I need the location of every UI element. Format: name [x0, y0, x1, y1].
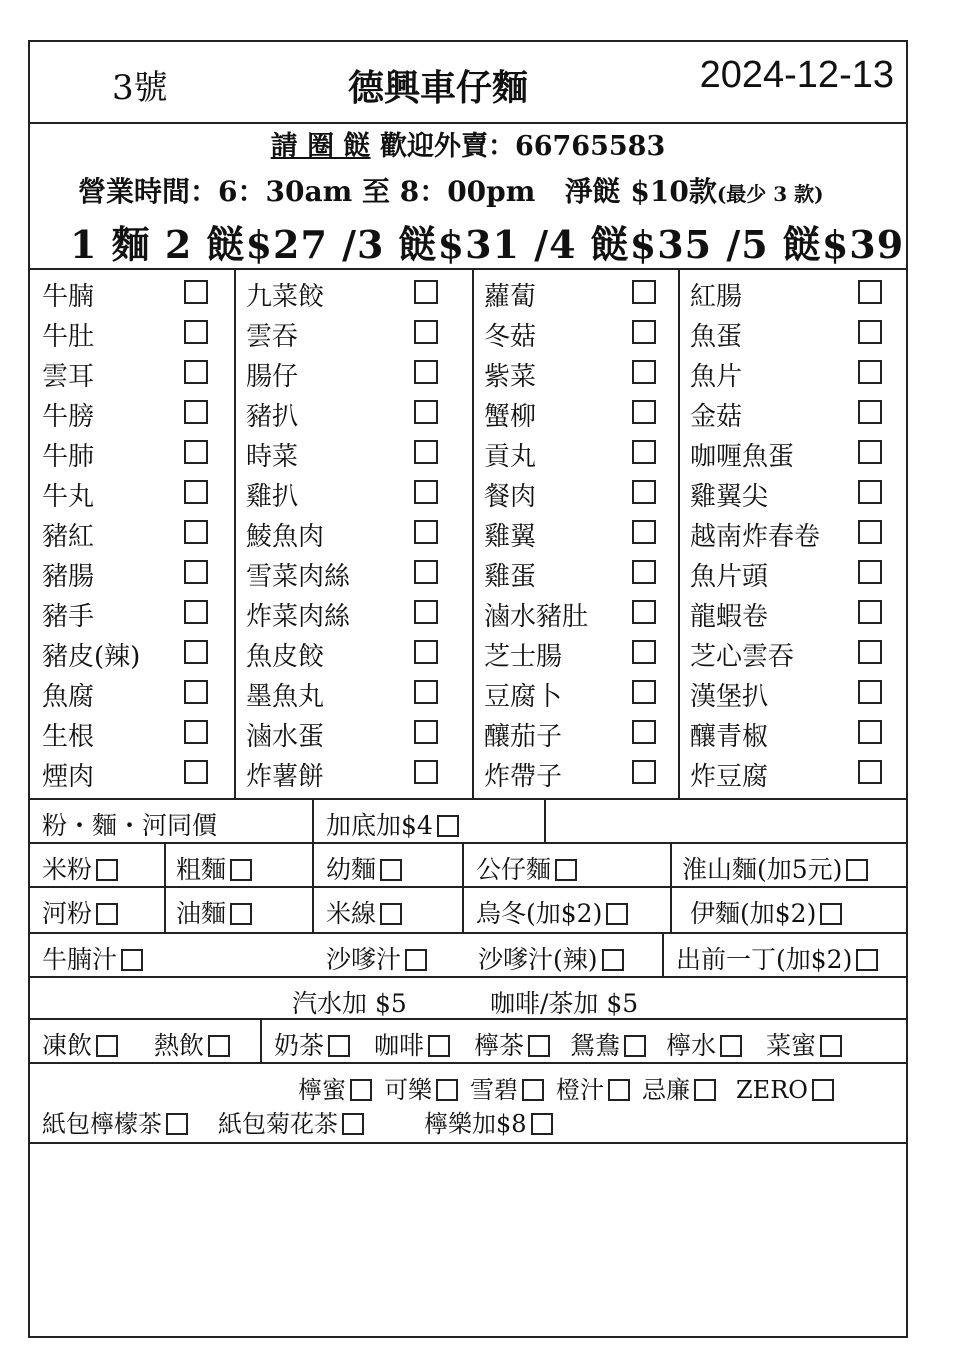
checkbox[interactable] [858, 360, 882, 384]
topping-item[interactable] [234, 676, 472, 716]
topping-item[interactable] [472, 716, 678, 756]
drinks2-option[interactable] [556, 1076, 630, 1104]
checkbox[interactable] [184, 600, 208, 624]
topping-item[interactable] [472, 636, 678, 676]
checkbox[interactable] [858, 720, 882, 744]
topping-label: 炸菜肉絲 [246, 602, 351, 632]
checkbox[interactable] [414, 760, 438, 784]
noodles_row1-option[interactable] [42, 850, 118, 886]
checkbox[interactable] [230, 903, 252, 925]
checkbox[interactable] [96, 1035, 118, 1057]
topping-item[interactable] [234, 556, 472, 596]
noodles_row1-label: 米粉 [42, 855, 93, 884]
topping-label: 豬腸 [42, 562, 95, 592]
noodles_row2-label: 油麵 [176, 899, 227, 928]
topping-item[interactable] [30, 596, 234, 636]
checkbox[interactable] [632, 280, 656, 304]
topping-label: 牛肚 [42, 322, 95, 352]
sauces-label: 沙嗲汁(辣) [478, 945, 598, 974]
checkbox[interactable] [608, 1079, 630, 1101]
checkbox[interactable] [522, 1079, 544, 1101]
topping-item[interactable] [30, 556, 234, 596]
drinks3-label: 紙包檸檬茶 [42, 1110, 162, 1138]
checkbox[interactable] [414, 320, 438, 344]
checkbox[interactable] [436, 1079, 458, 1101]
checkbox[interactable] [184, 400, 208, 424]
checkbox[interactable] [342, 1113, 364, 1135]
topping-label: 滷水豬肚 [484, 602, 589, 632]
checkbox[interactable] [624, 1035, 646, 1057]
topping-label: 蟹柳 [484, 402, 537, 432]
topping-label: 豬紅 [42, 522, 95, 552]
topping-label: 魚皮餃 [246, 642, 325, 672]
drinks1x-label: 奶茶 [274, 1031, 325, 1060]
topping-label: 豬手 [42, 602, 95, 632]
plain-price: 淨餸 $10款 [564, 175, 717, 208]
checkbox[interactable] [820, 1035, 842, 1057]
topping-item[interactable] [678, 676, 906, 716]
checkbox[interactable] [720, 1035, 742, 1057]
topping-label: 牛肺 [42, 442, 95, 472]
topping-item[interactable] [234, 476, 472, 516]
topping-label: 紅腸 [690, 282, 743, 312]
checkbox[interactable] [414, 600, 438, 624]
topping-label: 墨魚丸 [246, 682, 325, 712]
topping-item[interactable] [678, 276, 906, 316]
topping-item[interactable] [30, 636, 234, 676]
drinks2-label: 可樂 [384, 1076, 432, 1104]
topping-label: 牛腩 [42, 282, 95, 312]
drinks-row-1 [30, 1018, 906, 1064]
noodles_row1-option[interactable] [476, 850, 577, 886]
drinks2-option[interactable] [470, 1076, 544, 1104]
topping-item[interactable] [678, 596, 906, 636]
checkbox[interactable] [632, 320, 656, 344]
divider [670, 888, 672, 934]
divider [462, 888, 464, 934]
checkbox[interactable] [846, 859, 868, 881]
checkbox[interactable] [414, 720, 438, 744]
topping-item[interactable] [472, 516, 678, 556]
noodles_row2-label: 米線 [326, 899, 377, 928]
checkbox[interactable] [858, 560, 882, 584]
checkbox[interactable] [812, 1079, 834, 1101]
topping-item[interactable] [30, 436, 234, 476]
table-number: 3號 [112, 68, 168, 108]
sauces-option[interactable] [478, 940, 624, 976]
checkbox[interactable] [858, 400, 882, 424]
drinks1x-option[interactable] [766, 1026, 842, 1062]
sauces-option[interactable] [326, 940, 427, 976]
extra-noodle-label: 加底加$4 [326, 811, 433, 840]
topping-label: 生根 [42, 722, 95, 752]
topping-item[interactable] [234, 596, 472, 636]
topping-label: 炸帶子 [484, 762, 563, 792]
checkbox[interactable] [184, 480, 208, 504]
topping-label: 雲吞 [246, 322, 299, 352]
drinks3-label: 檸樂加$8 [424, 1110, 527, 1138]
topping-item[interactable] [30, 276, 234, 316]
noodles_row1-option[interactable] [326, 850, 402, 886]
topping-label: 牛丸 [42, 482, 95, 512]
topping-item[interactable] [678, 436, 906, 476]
coffee-surcharge: 咖啡/茶加 $5 [490, 989, 639, 1018]
noodles_row2-option[interactable] [42, 894, 118, 930]
topping-item[interactable] [472, 316, 678, 356]
checkbox[interactable] [350, 1079, 372, 1101]
topping-label: 蘿蔔 [484, 282, 537, 312]
divider [312, 844, 314, 888]
topping-label: 雞翼 [484, 522, 537, 552]
checkbox[interactable] [184, 560, 208, 584]
hours-line [78, 170, 824, 210]
checkbox[interactable] [414, 640, 438, 664]
drinks2-label: ZERO [736, 1076, 808, 1104]
topping-label: 龍蝦卷 [690, 602, 769, 632]
drinks3-option[interactable] [42, 1110, 188, 1138]
sauces-option[interactable] [676, 940, 878, 976]
topping-label: 腸仔 [246, 362, 299, 392]
toppings-grid [30, 268, 906, 800]
sauces-label: 牛腩汁 [42, 945, 118, 974]
noodles_row1-label: 粗麵 [176, 855, 227, 884]
takeaway-phone: 歡迎外賣：66765583 [370, 131, 666, 162]
drinks3-label: 紙包菊花茶 [218, 1110, 338, 1138]
checkbox[interactable] [208, 1035, 230, 1057]
topping-label: 魚片 [690, 362, 743, 392]
checkbox[interactable] [428, 1035, 450, 1057]
topping-item[interactable] [472, 756, 678, 796]
noodle-row-2 [30, 886, 906, 934]
drinks2-label: 橙汁 [556, 1076, 604, 1104]
topping-column [234, 270, 474, 800]
noodle-row-1 [30, 842, 906, 888]
drinks2-label: 雪碧 [470, 1076, 518, 1104]
drink-price-row [30, 976, 906, 1020]
divider [260, 1020, 262, 1064]
topping-label: 雲耳 [42, 362, 95, 392]
header [30, 42, 906, 124]
extra-noodle-option[interactable] [326, 806, 459, 842]
noodles_row2-label: 伊麵(加$2) [690, 899, 817, 928]
drinks1x-label: 凍飲 [42, 1031, 93, 1060]
topping-label: 雞蛋 [484, 562, 537, 592]
topping-label: 越南炸春卷 [690, 522, 821, 552]
checkbox[interactable] [632, 480, 656, 504]
topping-label: 紫菜 [484, 362, 537, 392]
topping-label: 滷水蛋 [246, 722, 325, 752]
topping-item[interactable] [678, 316, 906, 356]
order-sheet [28, 40, 908, 1338]
drinks2-label: 檸蜜 [298, 1076, 346, 1104]
checkbox[interactable] [694, 1079, 716, 1101]
checkbox[interactable] [858, 440, 882, 464]
topping-label: 咖喱魚蛋 [690, 442, 795, 472]
noodles_row2-option[interactable] [176, 894, 252, 930]
checkbox[interactable] [528, 1035, 550, 1057]
checkbox[interactable] [632, 760, 656, 784]
topping-label: 魚蛋 [690, 322, 743, 352]
drinks1x-label: 檸茶 [474, 1031, 525, 1060]
topping-label: 時菜 [246, 442, 299, 472]
topping-column [30, 270, 236, 800]
topping-item[interactable] [678, 556, 906, 596]
checkbox[interactable] [414, 480, 438, 504]
topping-item[interactable] [234, 276, 472, 316]
topping-label: 豬扒 [246, 402, 299, 432]
drinks1x-option[interactable] [42, 1026, 118, 1062]
topping-item[interactable] [678, 396, 906, 436]
checkbox[interactable] [858, 680, 882, 704]
checkbox[interactable] [632, 600, 656, 624]
topping-item[interactable] [472, 596, 678, 636]
plain-minimum: (最少 3 款) [716, 182, 824, 206]
topping-column [678, 270, 906, 800]
checkbox[interactable] [858, 600, 882, 624]
drinks1x-label: 鴛鴦 [570, 1031, 621, 1060]
drinks1x-option[interactable] [274, 1026, 350, 1062]
checkbox[interactable] [632, 360, 656, 384]
noodles_row1-option[interactable] [176, 850, 252, 886]
checkbox[interactable] [555, 859, 577, 881]
combo-prices: 1 麵 2 餸$27 /3 餸$31 /4 餸$35 /5 餸$39 [70, 222, 905, 267]
topping-item[interactable] [234, 516, 472, 556]
divider [312, 888, 314, 934]
checkbox[interactable] [414, 440, 438, 464]
topping-item[interactable] [234, 436, 472, 476]
checkbox[interactable] [531, 1113, 553, 1135]
topping-label: 芝心雲吞 [690, 642, 795, 672]
topping-item[interactable] [234, 396, 472, 436]
checkbox[interactable] [184, 760, 208, 784]
topping-item[interactable] [678, 476, 906, 516]
topping-label: 貢丸 [484, 442, 537, 472]
topping-item[interactable] [472, 356, 678, 396]
sauces-label: 出前一丁(加$2) [676, 945, 853, 974]
circle-instruction: 請 圈 餸 [270, 131, 371, 162]
topping-label: 芝士腸 [484, 642, 563, 672]
noodles_row2-label: 河粉 [42, 899, 93, 928]
noodles_row1-label: 淮山麵(加5元) [682, 855, 843, 884]
noodles_row2-option[interactable] [326, 894, 402, 930]
topping-column [472, 270, 680, 800]
checkbox[interactable] [414, 360, 438, 384]
topping-item[interactable] [234, 716, 472, 756]
checkbox[interactable] [184, 280, 208, 304]
drinks1x-option[interactable] [374, 1026, 450, 1062]
drinks2-option[interactable] [736, 1076, 834, 1104]
order-date: 2024-12-13 [699, 54, 894, 96]
topping-item[interactable] [678, 716, 906, 756]
topping-item[interactable] [234, 356, 472, 396]
topping-item[interactable] [30, 316, 234, 356]
topping-item[interactable] [30, 716, 234, 756]
noodles_row1-label: 幼麵 [326, 855, 377, 884]
checkbox[interactable] [858, 760, 882, 784]
drinks1x-label: 熱飲 [154, 1031, 205, 1060]
checkbox[interactable] [230, 859, 252, 881]
topping-item[interactable] [234, 316, 472, 356]
checkbox[interactable] [96, 859, 118, 881]
topping-item[interactable] [30, 516, 234, 556]
same-price-label: 粉・麵・河同價 [42, 811, 218, 840]
drinks1x-option[interactable] [154, 1026, 230, 1062]
divider [164, 844, 166, 888]
topping-label: 炸薯餅 [246, 762, 325, 792]
drinks3-option[interactable] [424, 1110, 553, 1138]
topping-label: 煙肉 [42, 762, 95, 792]
drinks2-option[interactable] [384, 1076, 458, 1104]
drinks1x-label: 菜蜜 [766, 1031, 817, 1060]
checkbox[interactable] [414, 280, 438, 304]
checkbox[interactable] [632, 520, 656, 544]
topping-label: 漢堡扒 [690, 682, 769, 712]
checkbox[interactable] [184, 720, 208, 744]
noodles_row1-label: 公仔麵 [476, 855, 552, 884]
checkbox[interactable] [184, 520, 208, 544]
checkbox[interactable] [632, 720, 656, 744]
checkbox[interactable] [858, 480, 882, 504]
checkbox[interactable] [414, 400, 438, 424]
checkbox[interactable] [437, 815, 459, 837]
topping-item[interactable] [678, 516, 906, 556]
topping-item[interactable] [472, 436, 678, 476]
topping-label: 雪菜肉絲 [246, 562, 351, 592]
checkbox[interactable] [414, 560, 438, 584]
topping-label: 釀青椒 [690, 722, 769, 752]
noodles_row2-option[interactable] [476, 894, 628, 930]
checkbox[interactable] [858, 640, 882, 664]
drinks2-option[interactable] [642, 1076, 716, 1104]
drinks-row-2 [30, 1062, 906, 1144]
checkbox[interactable] [166, 1113, 188, 1135]
checkbox[interactable] [632, 440, 656, 464]
topping-label: 九菜餃 [246, 282, 325, 312]
drinks1x-label: 咖啡 [374, 1031, 425, 1060]
topping-item[interactable] [234, 636, 472, 676]
topping-label: 金菇 [690, 402, 743, 432]
soft-drinks [298, 1070, 834, 1105]
drinks3-option[interactable] [218, 1110, 364, 1138]
sauces-label: 沙嗲汁 [326, 945, 402, 974]
checkbox[interactable] [414, 680, 438, 704]
boxed-drinks [42, 1104, 902, 1139]
topping-label: 鯪魚肉 [246, 522, 325, 552]
checkbox[interactable] [602, 949, 624, 971]
topping-label: 雞翼尖 [690, 482, 769, 512]
checkbox[interactable] [184, 680, 208, 704]
topping-item[interactable] [472, 396, 678, 436]
divider [462, 844, 464, 888]
checkbox[interactable] [380, 903, 402, 925]
checkbox[interactable] [632, 400, 656, 424]
topping-label: 釀茄子 [484, 722, 563, 752]
shop-name: 德興車仔麵 [348, 67, 529, 109]
noodles_row1-option[interactable] [682, 850, 868, 886]
checkbox[interactable] [380, 859, 402, 881]
sauces-option[interactable] [42, 940, 143, 976]
divider [670, 844, 672, 888]
topping-label: 冬菇 [484, 322, 537, 352]
checkbox[interactable] [858, 280, 882, 304]
topping-label: 牛膀 [42, 402, 95, 432]
topping-label: 魚片頭 [690, 562, 769, 592]
drinks1x-option[interactable] [570, 1026, 646, 1062]
checkbox[interactable] [414, 520, 438, 544]
checkbox[interactable] [184, 640, 208, 664]
checkbox[interactable] [606, 903, 628, 925]
checkbox[interactable] [632, 680, 656, 704]
checkbox[interactable] [858, 320, 882, 344]
checkbox[interactable] [858, 520, 882, 544]
topping-item[interactable] [678, 356, 906, 396]
topping-item[interactable] [678, 756, 906, 796]
sauce-row [30, 932, 906, 978]
topping-item[interactable] [472, 676, 678, 716]
takeaway-line [30, 124, 906, 163]
topping-item[interactable] [472, 556, 678, 596]
topping-item[interactable] [234, 756, 472, 796]
topping-item[interactable] [30, 356, 234, 396]
topping-item[interactable] [30, 676, 234, 716]
noodle-header-row [30, 798, 906, 844]
checkbox[interactable] [856, 949, 878, 971]
noodles_row2-label: 烏冬(加$2) [476, 899, 603, 928]
drinks1x-label: 檸水 [666, 1031, 717, 1060]
topping-label: 豬皮(辣) [42, 642, 141, 672]
drinks2-label: 忌廉 [642, 1076, 690, 1104]
topping-item[interactable] [472, 476, 678, 516]
checkbox[interactable] [632, 640, 656, 664]
topping-label: 魚腐 [42, 682, 95, 712]
checkbox[interactable] [405, 949, 427, 971]
drinks1x-option[interactable] [666, 1026, 742, 1062]
checkbox[interactable] [328, 1035, 350, 1057]
checkbox[interactable] [184, 440, 208, 464]
noodles_row2-option[interactable] [690, 894, 842, 930]
drinks1x-option[interactable] [474, 1026, 550, 1062]
topping-item[interactable] [30, 476, 234, 516]
soda-surcharge: 汽水加 $5 [292, 989, 407, 1018]
topping-label: 炸豆腐 [690, 762, 769, 792]
divider [662, 934, 664, 978]
opening-hours: 營業時間：6：30am 至 8：00pm [78, 175, 536, 208]
checkbox[interactable] [184, 360, 208, 384]
checkbox[interactable] [121, 949, 143, 971]
topping-item[interactable] [472, 276, 678, 316]
checkbox[interactable] [820, 903, 842, 925]
topping-item[interactable] [30, 756, 234, 796]
drinks2-option[interactable] [298, 1076, 372, 1104]
checkbox[interactable] [96, 903, 118, 925]
topping-label: 豆腐卜 [484, 682, 563, 712]
checkbox[interactable] [632, 560, 656, 584]
topping-item[interactable] [30, 396, 234, 436]
checkbox[interactable] [184, 320, 208, 344]
topping-label: 雞扒 [246, 482, 299, 512]
divider [164, 888, 166, 934]
topping-item[interactable] [678, 636, 906, 676]
topping-label: 餐肉 [484, 482, 537, 512]
